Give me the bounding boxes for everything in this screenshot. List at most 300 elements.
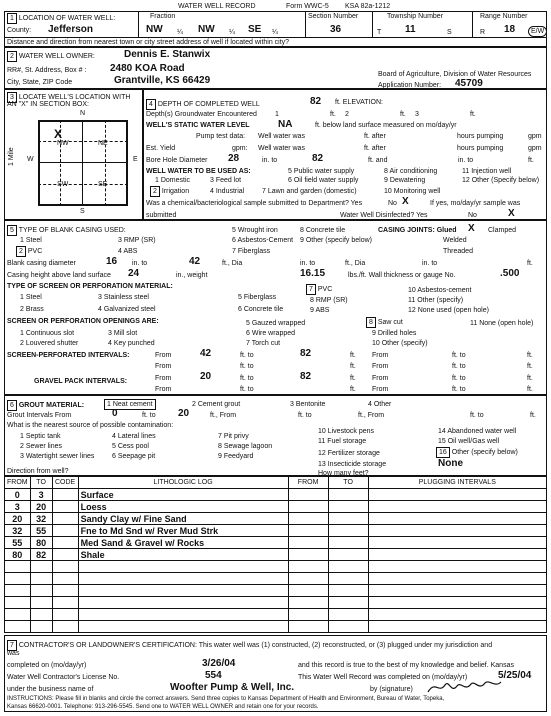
casing-diameter-to: 42 xyxy=(189,256,201,267)
gw-3: 3 xyxy=(415,111,419,118)
contam-watertight[interactable]: 3 Watertight sewer lines xyxy=(20,453,95,460)
license-label: Water Well Contractor's License No. xyxy=(7,674,120,681)
signature-label: by (signature) xyxy=(370,686,413,693)
casing-joints-label: CASING JOINTS: Glued xyxy=(378,227,457,234)
grout-to-value: 20 xyxy=(178,408,190,419)
casing-asbestos[interactable]: 6 Asbestos-Cement xyxy=(232,237,294,244)
col-code: CODE xyxy=(52,477,78,489)
locate-title-1: LOCATE WELL'S LOCATION WITH xyxy=(18,94,131,101)
openings-label: SCREEN OR PERFORATION OPENINGS ARE: xyxy=(7,318,159,325)
casing-concrete-tile[interactable]: 8 Concrete tile xyxy=(300,227,346,234)
section-number-value: 36 xyxy=(330,24,342,35)
section-box[interactable] xyxy=(38,120,128,206)
gp-to-label: ft. to xyxy=(240,375,254,382)
cell-plug-from xyxy=(288,537,328,549)
spi-to-value: 82 xyxy=(300,348,312,359)
quadrant-nw: NW xyxy=(57,140,69,147)
casing-diameter-value: 16 xyxy=(106,256,118,267)
casing-weight-value: 16.15 xyxy=(300,268,326,279)
screen-concrete[interactable]: 6 Concrete tile xyxy=(238,306,284,313)
cell-lithology: Surface xyxy=(78,489,288,501)
gw-ft-1: ft. xyxy=(330,111,336,118)
cell-lithology: Med Sand & Gravel w/ Rocks xyxy=(78,537,288,549)
chem-question: Was a chemical/bacteriological sample submitted to Department? Yes xyxy=(146,200,363,207)
contam-other[interactable]: 16 Other (specify below) xyxy=(436,447,518,458)
casing-other[interactable]: 9 Other (specify below) xyxy=(300,237,372,244)
grout-ft-end: ft. xyxy=(530,412,536,419)
casing-in-to: in. to xyxy=(132,260,148,267)
cell-to xyxy=(30,585,52,597)
opening-louvered[interactable]: 2 Louvered shutter xyxy=(20,340,79,347)
contam-cess-pool[interactable]: 5 Cess pool xyxy=(112,443,149,450)
wall-thickness-label: lbs./ft. Wall thickness or gauge No. xyxy=(348,272,456,279)
cell-to xyxy=(30,609,52,621)
spi-ft-2: ft. xyxy=(527,352,533,359)
signature xyxy=(425,676,505,698)
cell-from: 20 xyxy=(5,513,31,525)
locate-title-2: AN "X" IN SECTION BOX: xyxy=(7,101,89,108)
casing-in-to-3: in. to xyxy=(422,260,438,267)
compass-s: S xyxy=(80,208,85,215)
contam-insecticide[interactable]: 13 Insecticide storage xyxy=(318,461,387,468)
board-label: Board of Agriculture, Division of Water Resources xyxy=(378,71,532,78)
gp-to-value: 82 xyxy=(300,371,312,382)
static-level-label: WELL'S STATIC WATER LEVEL xyxy=(146,122,250,129)
record-completed-label: This Water Well Record was completed on (mo/day/yr) xyxy=(298,674,468,681)
use-air-conditioning[interactable]: 8 Air conditioning xyxy=(384,168,438,175)
use-industrial[interactable]: 4 Industrial xyxy=(210,188,245,195)
screen-material-label: TYPE OF SCREEN OR PERFORATION MATERIAL: xyxy=(7,283,173,290)
gp-ft-2: ft. xyxy=(527,375,533,382)
spi-from-value: 42 xyxy=(200,348,212,359)
opening-gauzed[interactable]: 5 Gauzed wrapped xyxy=(246,320,306,327)
certification-text: CONTRACTOR'S OR LANDOWNER'S CERTIFICATION: This water well was (1) constructed, (2) reconstructed, or (3) plugged under my jurisdiction and xyxy=(18,642,493,649)
contam-livestock[interactable]: 10 Livestock pens xyxy=(318,428,375,435)
record-completed-date: 5/25/04 xyxy=(498,670,532,681)
business-name: Woofter Pump & Well, Inc. xyxy=(170,682,295,693)
log-row xyxy=(5,489,547,501)
cell-plug-from xyxy=(288,597,328,609)
yield-gpm: gpm: xyxy=(232,145,248,152)
range-value: 18 xyxy=(504,24,516,35)
screen-steel[interactable]: 1 Steel xyxy=(20,294,42,301)
contam-septic[interactable]: 1 Septic tank xyxy=(20,433,61,440)
grout-material-label: GROUT MATERIAL: xyxy=(18,402,85,409)
use-dewatering[interactable]: 9 Dewatering xyxy=(384,177,426,184)
cell-lithology: Sandy Clay w/ Fine Sand xyxy=(78,513,288,525)
cell-plug-to xyxy=(328,597,368,609)
cell-from xyxy=(5,597,31,609)
opening-torch-cut[interactable]: 7 Torch cut xyxy=(246,340,281,347)
yield-hours: hours pumping xyxy=(457,145,504,152)
gp-from-value: 20 xyxy=(200,371,212,382)
use-lawn-garden[interactable]: 7 Lawn and garden (domestic) xyxy=(262,188,357,195)
pump-hours: hours pumping xyxy=(457,133,504,140)
use-other[interactable]: 12 Other (Specify below) xyxy=(462,177,540,184)
section-2-number: 2 xyxy=(7,51,17,62)
gp-ft-3: ft. xyxy=(350,386,356,393)
col-from: FROM xyxy=(5,477,31,489)
cell-to: 55 xyxy=(30,525,52,537)
county-label: County: xyxy=(7,27,32,34)
cell-plug-from xyxy=(288,513,328,525)
cell-plug-to xyxy=(328,561,368,573)
cell-code xyxy=(52,489,78,501)
section-6 xyxy=(4,395,547,476)
cell-plug-to xyxy=(328,549,368,561)
grout-from-value: 0 xyxy=(112,408,118,419)
opening-other[interactable]: 10 Other (specify) xyxy=(372,340,428,347)
glued-mark: X xyxy=(468,223,475,234)
township-s: S xyxy=(447,29,452,36)
ksa-ref: KSA 82a-1212 xyxy=(345,3,391,10)
casing-ft-dia: ft., Dia xyxy=(222,260,243,267)
location-title: LOCATION OF WATER WELL: xyxy=(18,15,116,22)
screen-intervals-label: SCREEN-PERFORATED INTERVALS: xyxy=(7,352,130,359)
cell-from xyxy=(5,621,31,633)
use-feed-lot[interactable]: 3 Feed lot xyxy=(210,177,242,184)
blank-casing-label: TYPE OF BLANK CASING USED: xyxy=(18,227,126,234)
cell-from: 55 xyxy=(5,537,31,549)
quarter-2: ¼ xyxy=(229,29,235,36)
screen-brass[interactable]: 2 Brass xyxy=(20,306,44,313)
pump-well-water: Well water was xyxy=(258,133,305,140)
cell-lithology xyxy=(78,561,288,573)
wall-thickness-value: .500 xyxy=(500,268,520,279)
cell-plug-from xyxy=(288,609,328,621)
gw-2: 2 xyxy=(345,111,349,118)
license-number: 554 xyxy=(205,670,222,681)
screen-none[interactable]: 12 None used (open hole) xyxy=(408,307,489,314)
use-domestic[interactable]: 1 Domestic xyxy=(155,177,191,184)
col-plugging-intervals: PLUGGING INTERVALS xyxy=(368,477,546,489)
yield-label: Est. Yield xyxy=(146,145,176,152)
cell-code xyxy=(52,549,78,561)
cell-plug-interval xyxy=(368,573,546,585)
spi-from-label-2: From xyxy=(372,352,389,359)
cell-from: 32 xyxy=(5,525,31,537)
gp-from-label: From xyxy=(155,375,172,382)
cell-to xyxy=(30,573,52,585)
screen-rmp[interactable]: 8 RMP (SR) xyxy=(310,297,348,304)
gw-ft-2: ft. xyxy=(400,111,406,118)
cell-to: 32 xyxy=(30,513,52,525)
gp-from-label-4: From xyxy=(372,386,389,393)
cell-plug-from xyxy=(288,573,328,585)
grout-intervals-label: Grout Intervals From xyxy=(7,412,72,419)
form-number: Form WWC-5 xyxy=(286,3,329,10)
cell-plug-to xyxy=(328,621,368,633)
log-row xyxy=(5,513,547,525)
cell-code xyxy=(52,597,78,609)
use-oil-field[interactable]: 6 Oil field water supply xyxy=(288,177,359,184)
completed-label: completed on (mo/day/yr) xyxy=(7,662,87,669)
cell-code xyxy=(52,501,78,513)
compass-n: N xyxy=(80,110,86,117)
contam-oil-gas[interactable]: 15 Oil well/Gas well xyxy=(438,438,500,445)
log-row xyxy=(5,525,547,537)
cell-plug-from xyxy=(288,501,328,513)
cell-plug-to xyxy=(328,525,368,537)
contam-fuel[interactable]: 11 Fuel storage xyxy=(318,438,367,445)
opening-wire-wrapped[interactable]: 6 Wire wrapped xyxy=(246,330,296,337)
pump-test-label: Pump test data: xyxy=(196,133,246,140)
cell-code xyxy=(52,609,78,621)
contam-feedyard[interactable]: 9 Feedyard xyxy=(218,453,254,460)
contam-pit-privy[interactable]: 7 Pit privy xyxy=(218,433,249,440)
casing-height-value: 24 xyxy=(128,268,140,279)
bore-to-value: 82 xyxy=(312,153,324,164)
cell-code xyxy=(52,573,78,585)
grout-bentonite[interactable]: 3 Bentonite xyxy=(290,401,326,408)
section-3-number: 3 xyxy=(7,92,17,103)
use-public-supply[interactable]: 5 Public water supply xyxy=(288,168,355,175)
log-row xyxy=(5,561,547,573)
casing-welded[interactable]: Welded xyxy=(443,237,467,244)
owner-title: WATER WELL OWNER: xyxy=(18,53,95,60)
col-plug-to: TO xyxy=(328,477,368,489)
cell-plug-from xyxy=(288,621,328,633)
contam-abandoned-well[interactable]: 14 Abandoned water well xyxy=(438,428,517,435)
disinfected-no-mark: X xyxy=(508,208,515,219)
casing-ft-end: ft. xyxy=(527,260,533,267)
spi-ft: ft. xyxy=(350,352,356,359)
cell-plug-from xyxy=(288,525,328,537)
col-to: TO xyxy=(30,477,52,489)
gp-to-label-4: ft. to xyxy=(452,386,466,393)
disinfected-label: Water Well Disinfected? Yes xyxy=(340,212,428,219)
casing-weight-label: in., weight xyxy=(176,272,208,279)
static-level-value: NA xyxy=(278,119,293,130)
depth-label: DEPTH OF COMPLETED WELL xyxy=(157,101,260,108)
contam-sewer[interactable]: 2 Sewer lines xyxy=(20,443,63,450)
cell-lithology: Loess xyxy=(78,501,288,513)
section-1-number: 1 xyxy=(7,13,17,24)
gp-ft-4: ft. xyxy=(527,386,533,393)
mile-label: 1 Mile xyxy=(8,147,15,166)
cell-plug-interval xyxy=(368,621,546,633)
spi-to-label-4: ft. to xyxy=(452,363,466,370)
log-row xyxy=(5,573,547,585)
use-injection-well[interactable]: 11 Injection well xyxy=(462,168,512,175)
fraction-1: NW xyxy=(146,24,163,35)
casing-clamped[interactable]: Clamped xyxy=(488,227,517,234)
gp-ft: ft. xyxy=(350,375,356,382)
cell-lithology xyxy=(78,609,288,621)
quadrant-ne: NE xyxy=(98,140,108,147)
cell-lithology xyxy=(78,597,288,609)
fraction-3: SE xyxy=(248,24,262,35)
use-label: WELL WATER TO BE USED AS: xyxy=(146,168,251,175)
application-number: 45709 xyxy=(455,78,483,89)
yield-well-water: Well water was xyxy=(258,145,305,152)
compass-e: E xyxy=(133,156,138,163)
cell-plug-to xyxy=(328,609,368,621)
contam-lateral[interactable]: 4 Lateral lines xyxy=(112,433,156,440)
owner-city: Grantville, KS 66429 xyxy=(114,75,211,86)
opening-mill-slot[interactable]: 3 Mill slot xyxy=(108,330,138,337)
cell-code xyxy=(52,561,78,573)
screen-pvc[interactable]: 7 PVC xyxy=(306,284,332,295)
bore-ft-end: ft. xyxy=(528,157,534,164)
chem-no: No xyxy=(388,200,397,207)
spi-ft-3: ft. xyxy=(350,363,356,370)
cell-plug-interval xyxy=(368,597,546,609)
contam-fertilizer[interactable]: 12 Fertilizer storage xyxy=(318,450,380,457)
log-row xyxy=(5,501,547,513)
spi-to-label-3: ft. to xyxy=(240,363,254,370)
log-row xyxy=(5,585,547,597)
contam-sewage-lagoon[interactable]: 8 Sewage lagoon xyxy=(218,443,273,450)
city-label: City, State, ZIP Code xyxy=(7,79,73,86)
cell-from: 0 xyxy=(5,489,31,501)
distance-label: Distance and direction from nearest town or city street address of well if located within city? xyxy=(7,39,290,46)
range-label: Range Number xyxy=(480,13,528,20)
pump-after: ft. after xyxy=(364,133,386,140)
col-plug-from: FROM xyxy=(288,477,328,489)
cell-plug-to xyxy=(328,489,368,501)
casing-fiberglass[interactable]: 7 Fiberglass xyxy=(232,248,271,255)
static-level-after: ft. below land surface measured on mo/day/yr xyxy=(315,122,457,129)
gp-to-label-3: ft. to xyxy=(240,386,254,393)
casing-pvc[interactable]: 2 PVC xyxy=(16,246,42,257)
section-4-number: 4 xyxy=(146,99,156,110)
cell-plug-interval xyxy=(368,501,546,513)
casing-height-label: Casing height above land surface xyxy=(7,272,111,279)
cell-from xyxy=(5,573,31,585)
opening-key-punched[interactable]: 4 Key punched xyxy=(108,340,155,347)
owner-address: 2480 KOA Road xyxy=(110,63,185,74)
casing-wrought-iron[interactable]: 5 Wrought iron xyxy=(232,227,278,234)
grout-ft-to: ft. to xyxy=(142,412,156,419)
use-monitoring[interactable]: 10 Monitoring well xyxy=(384,188,441,195)
screen-stainless[interactable]: 3 Stainless steel xyxy=(98,294,149,301)
form-title: WATER WELL RECORD xyxy=(178,3,256,10)
casing-threaded[interactable]: Threaded xyxy=(443,248,473,255)
grout-ft-from: ft., From xyxy=(210,412,237,419)
spi-to-label: ft. to xyxy=(240,352,254,359)
spi-from-label-4: From xyxy=(372,363,389,370)
business-label: under the business name of xyxy=(7,686,94,693)
bore-in-to: in. to xyxy=(262,157,278,164)
cell-to xyxy=(30,597,52,609)
log-row xyxy=(5,597,547,609)
contam-seepage[interactable]: 6 Seepage pit xyxy=(112,453,156,460)
grout-ft-from-2: ft., From xyxy=(358,412,385,419)
opening-continuous[interactable]: 1 Continuous slot xyxy=(20,330,75,337)
bore-ft-and: ft. and xyxy=(368,157,388,164)
cell-plug-interval xyxy=(368,513,546,525)
cell-plug-from xyxy=(288,489,328,501)
contam-other-value: None xyxy=(438,458,463,469)
gp-from-label-3: From xyxy=(155,386,172,393)
cell-plug-to xyxy=(328,537,368,549)
grout-cement-grout[interactable]: 2 Cement grout xyxy=(192,401,241,408)
quadrant-sw: SW xyxy=(57,181,69,188)
cell-plug-interval xyxy=(368,561,546,573)
township-t: T xyxy=(377,29,382,36)
cell-code xyxy=(52,525,78,537)
grout-other[interactable]: 4 Other xyxy=(368,401,392,408)
disinfected-no: No xyxy=(468,212,477,219)
screen-abs[interactable]: 9 ABS xyxy=(310,307,330,314)
township-label: Township Number xyxy=(387,13,444,20)
opening-drilled[interactable]: 9 Drilled holes xyxy=(372,330,417,337)
opening-none[interactable]: 11 None (open hole) xyxy=(470,320,534,327)
cell-lithology xyxy=(78,585,288,597)
screen-galvanized[interactable]: 4 Galvanized steel xyxy=(98,306,156,313)
yield-gpm-2: gpm xyxy=(528,145,542,152)
cell-lithology: Fne to Md Snd w/ Rver Mud Strk xyxy=(78,525,288,537)
cell-plug-to xyxy=(328,573,368,585)
yield-after: ft. after xyxy=(364,145,386,152)
spi-from-label-3: From xyxy=(155,363,172,370)
bore-value: 28 xyxy=(228,153,240,164)
cell-from xyxy=(5,609,31,621)
opening-saw-cut[interactable]: 8 Saw cut xyxy=(366,317,403,328)
screen-asbestos[interactable]: 10 Asbestos-cement xyxy=(408,287,472,294)
cell-plug-from xyxy=(288,549,328,561)
section-number-label: Section Number xyxy=(308,13,359,20)
range-ew: E/W xyxy=(528,26,547,37)
use-irrigation[interactable]: 2 Irrigation xyxy=(150,186,189,197)
instructions-line-1: INSTRUCTIONS: Please fill in blanks and circle the correct answers. Send three copies to Kansas Department of Health and Environment, Bureau of Water, Topeka, xyxy=(7,696,445,702)
quarter-1: ¼ xyxy=(177,29,183,36)
col-lithologic-log: LITHOLOGIC LOG xyxy=(78,477,288,489)
cell-from xyxy=(5,585,31,597)
cell-to: 82 xyxy=(30,549,52,561)
gp-to-label-2: ft. to xyxy=(452,375,466,382)
section-5-number: 5 xyxy=(7,225,17,236)
cell-lithology xyxy=(78,573,288,585)
cell-plug-interval xyxy=(368,609,546,621)
address-label: RR#, St. Address, Box # : xyxy=(7,67,87,74)
grout-neat-cement[interactable]: 1 Neat cement xyxy=(104,399,156,410)
instructions-line-2: Kansas 66620-0001. Telephone: 913-296-5545. Send one to WATER WELL OWNER and retain one for your records. xyxy=(7,704,319,710)
casing-abs[interactable]: 4 ABS xyxy=(118,248,138,255)
quarter-3: ¼ xyxy=(272,29,278,36)
cell-plug-interval xyxy=(368,525,546,537)
quadrant-se: SE xyxy=(98,181,108,188)
cell-to: 80 xyxy=(30,537,52,549)
fraction-label: Fraction xyxy=(150,13,176,20)
casing-rmp[interactable]: 3 RMP (SR) xyxy=(118,237,156,244)
township-value: 11 xyxy=(405,24,416,35)
screen-fiberglass[interactable]: 5 Fiberglass xyxy=(238,294,277,301)
gw-ft-3: ft. xyxy=(470,111,476,118)
bore-in-to-2: in. to xyxy=(458,157,474,164)
cell-plug-to xyxy=(328,501,368,513)
cell-plug-interval xyxy=(368,537,546,549)
cell-plug-to xyxy=(328,585,368,597)
cell-to xyxy=(30,561,52,573)
cell-from xyxy=(5,561,31,573)
log-row xyxy=(5,609,547,621)
pump-gpm: gpm xyxy=(528,133,542,140)
casing-ft-dia-2: ft., Dia xyxy=(345,260,366,267)
screen-other[interactable]: 11 Other (specify) xyxy=(408,297,464,304)
well-location-mark: X xyxy=(54,127,63,141)
chem-no-mark: X xyxy=(402,196,409,207)
section-7-number: 7 xyxy=(7,640,17,651)
cell-plug-to xyxy=(328,513,368,525)
application-label: Application Number: xyxy=(378,82,442,89)
gw-1: 1 xyxy=(275,111,279,118)
log-row xyxy=(5,549,547,561)
casing-steel[interactable]: 1 Steel xyxy=(20,237,42,244)
cell-plug-interval xyxy=(368,585,546,597)
cell-plug-from xyxy=(288,585,328,597)
